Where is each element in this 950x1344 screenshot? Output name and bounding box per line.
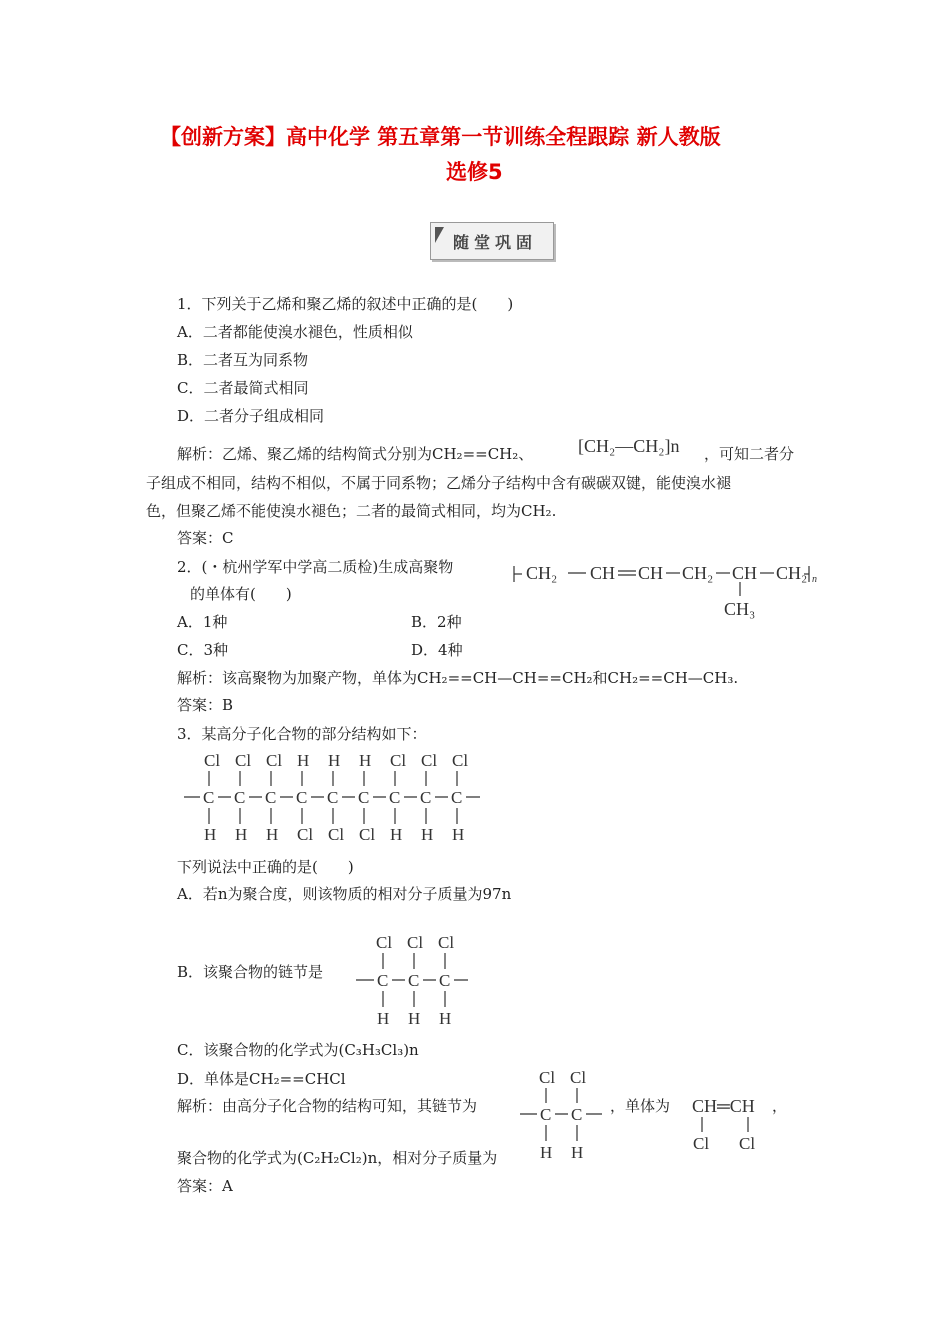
polymer-group-3: CH xyxy=(638,563,664,583)
q3-stem: 3．某高分子化合物的部分结构如下： xyxy=(177,725,427,743)
q3-question: 下列说法中正确的是( ) xyxy=(177,858,354,876)
carbon-column xyxy=(200,751,220,844)
carbon-atom: C xyxy=(358,788,370,807)
bottom-atom: H xyxy=(439,1009,452,1028)
bottom-atom: H xyxy=(377,1009,390,1028)
top-atom: Cl xyxy=(438,933,455,952)
top-atom: Cl xyxy=(407,933,424,952)
carbon-column xyxy=(417,751,437,844)
carbon-column xyxy=(293,751,313,844)
carbon-atom: C xyxy=(377,971,389,990)
section-badge-label: 随堂巩固 xyxy=(453,233,538,252)
q1-option-d: D．二者分子组成相同 xyxy=(177,407,325,425)
carbon-atom: C xyxy=(234,788,246,807)
carbon-atom: C xyxy=(408,971,420,990)
bottom-atom: Cl xyxy=(297,825,314,844)
carbon-atom: C xyxy=(265,788,277,807)
carbon-atom: C xyxy=(571,1105,583,1124)
q2-option-c: C．3种 xyxy=(177,641,229,659)
polymer-group-6: CH₂ xyxy=(776,563,808,583)
q2-stem-line1: 2．(・杭州学军中学高二质检)生成高聚物 xyxy=(177,558,454,576)
bottom-atom: H xyxy=(421,825,434,844)
carbon-column xyxy=(448,751,468,844)
q2-option-a: A．1种 xyxy=(177,613,228,631)
bottom-atom: H xyxy=(235,825,248,844)
q3-option-d: D．单体是CH₂==CHCl xyxy=(177,1070,346,1088)
carbon-atom: C xyxy=(296,788,308,807)
q3-analysis-line2: 聚合物的化学式为(C₂H₂Cl₂)n，相对分子质量为 xyxy=(177,1149,498,1167)
q1-analysis-line2: 子组成不相同，结构不相似，不属于同系物；乙烯分子结构中含有碳碳双键，能使溴水褪 xyxy=(146,474,732,492)
monomer-main: CH═CH xyxy=(692,1096,755,1116)
polymer-group-5: CH xyxy=(732,563,758,583)
top-atom: Cl xyxy=(235,751,252,770)
carbon-column xyxy=(386,751,406,844)
q1-analysis-line3: 色，但聚乙烯不能使溴水褪色；二者的最简式相同，均为CH₂. xyxy=(146,502,557,520)
top-atom: Cl xyxy=(421,751,438,770)
q3-option-b-structure xyxy=(352,926,477,1031)
top-atom: Cl xyxy=(570,1068,587,1087)
q2-option-d: D．4种 xyxy=(411,641,463,659)
carbon-column xyxy=(231,751,251,844)
q2-answer: 答案：B xyxy=(177,696,234,714)
carbon-column xyxy=(262,751,282,844)
polymer-group-2: CH xyxy=(590,563,616,583)
section-badge xyxy=(430,222,554,260)
carbon-column xyxy=(324,751,344,844)
top-atom: H xyxy=(359,751,372,770)
q1-analysis-line1-tail: ，可知二者分 xyxy=(704,445,795,463)
carbon-atom: C xyxy=(389,788,401,807)
bottom-atom: H xyxy=(452,825,465,844)
q1-option-b: B．二者互为同系物 xyxy=(177,351,309,369)
q3-analysis-link-structure xyxy=(516,1062,608,1166)
bottom-atom: H xyxy=(408,1009,421,1028)
bottom-atom: Cl xyxy=(328,825,345,844)
carbon-atom: C xyxy=(420,788,432,807)
page-title-line2: 选修5 xyxy=(446,160,503,184)
top-atom: Cl xyxy=(266,751,283,770)
q1-option-c: C．二者最简式相同 xyxy=(177,379,309,397)
top-atom: Cl xyxy=(452,751,469,770)
q3-monomer-structure xyxy=(690,1090,780,1154)
q3-partial-structure xyxy=(180,744,490,849)
carbon-column xyxy=(355,751,375,844)
q1-analysis-line1: 解析：乙烯、聚乙烯的结构简式分别为CH₂==CH₂、 xyxy=(177,445,534,463)
q1-stem: 1．下列关于乙烯和聚乙烯的叙述中正确的是( ) xyxy=(177,295,514,313)
top-atom: H xyxy=(297,751,310,770)
carbon-atom: C xyxy=(203,788,215,807)
q2-option-b: B．2种 xyxy=(411,613,462,631)
monomer-cl-left: Cl xyxy=(693,1134,710,1153)
q1-option-a: A．二者都能使溴水褪色，性质相似 xyxy=(177,323,413,341)
carbon-atom: C xyxy=(327,788,339,807)
bottom-atom: Cl xyxy=(359,825,376,844)
corner-triangle-icon xyxy=(435,227,444,243)
q3-answer: 答案：A xyxy=(177,1177,233,1195)
top-atom: H xyxy=(328,751,341,770)
bottom-atom: H xyxy=(571,1143,584,1162)
bottom-atom: H xyxy=(266,825,279,844)
repeat-subscript: n xyxy=(812,574,817,585)
q1-polyethylene-formula: [CH₂—CH₂]n xyxy=(578,436,680,456)
q3-option-b: B．该聚合物的链节是 xyxy=(177,963,324,981)
top-atom: Cl xyxy=(376,933,393,952)
carbon-atom: C xyxy=(540,1105,552,1124)
q3-option-c: C．该聚合物的化学式为(C₃H₃Cl₃)n xyxy=(177,1041,419,1059)
polymer-branch: CH₃ xyxy=(724,599,756,619)
q3-analysis-end: ， xyxy=(772,1097,788,1115)
bottom-atom: H xyxy=(540,1143,553,1162)
bottom-atom: H xyxy=(390,825,403,844)
q2-stem-line2: 的单体有( ) xyxy=(190,585,292,603)
q2-polymer-structure xyxy=(508,552,828,622)
page-title: 【创新方案】高中化学 第五章第一节训练全程跟踪 新人教版 xyxy=(160,125,721,149)
top-atom: Cl xyxy=(204,751,221,770)
carbon-atom: C xyxy=(439,971,451,990)
carbon-atom: C xyxy=(451,788,463,807)
bottom-atom: H xyxy=(204,825,217,844)
polymer-group-4: CH₂ xyxy=(682,563,714,583)
q1-answer: 答案：C xyxy=(177,529,234,547)
q2-analysis: 解析：该高聚物为加聚产物，单体为CH₂==CH—CH==CH₂和CH₂==CH—CH₃. xyxy=(177,669,739,687)
top-atom: Cl xyxy=(390,751,407,770)
q3-analysis-line1: 解析：由高分子化合物的结构可知，其链节为 xyxy=(177,1097,478,1115)
q3-option-a: A．若n为聚合度，则该物质的相对分子质量为97n xyxy=(177,885,512,903)
q3-analysis-mid: ，单体为 xyxy=(610,1097,671,1115)
monomer-cl-right: Cl xyxy=(739,1134,756,1153)
top-atom: Cl xyxy=(539,1068,556,1087)
polymer-group-1: CH₂ xyxy=(526,563,558,583)
